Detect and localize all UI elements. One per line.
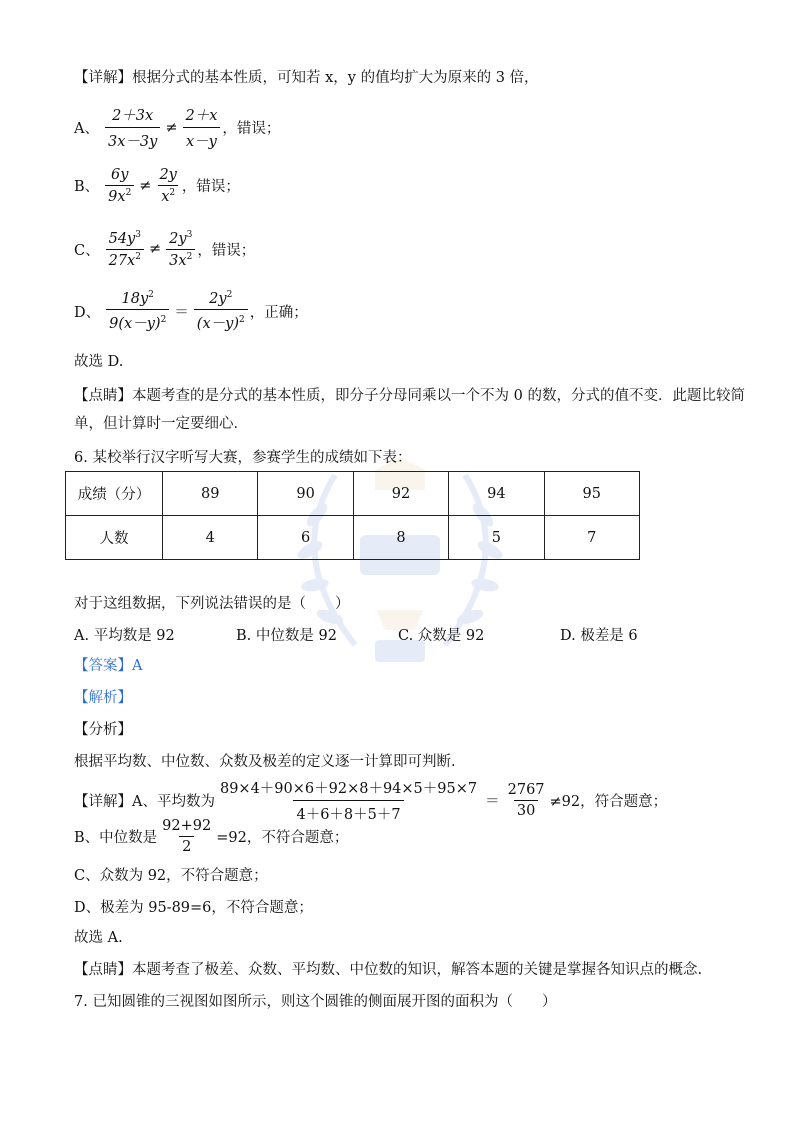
table-cell: 7 <box>544 516 639 560</box>
option-c-label: C、 <box>74 242 100 259</box>
option-d-row <box>74 290 308 333</box>
option-a-label: A、 <box>74 121 99 137</box>
option-a-fraction-right <box>182 104 220 151</box>
exponent: 2 <box>135 251 141 262</box>
numerator-base: 54y <box>108 230 136 247</box>
table-cell: 92 <box>353 472 448 516</box>
point-tag: 【点睛】 <box>74 388 132 404</box>
option-b-label: B、 <box>74 179 100 196</box>
point-line-1 <box>74 386 745 406</box>
numerator-base: 18y <box>121 290 149 307</box>
denominator: 30 <box>514 800 538 819</box>
option-d: D. 极差是 6 <box>560 628 638 644</box>
option-b-row <box>74 167 240 205</box>
choose-line-2: 故选 A. <box>74 930 123 946</box>
option-c: C. 众数是 92 <box>398 628 485 644</box>
table-cell: 90 <box>258 472 353 516</box>
denominator-base: 3x <box>169 252 187 269</box>
option-d-fraction-right <box>194 290 248 333</box>
table-cell: 89 <box>163 472 258 516</box>
exponent: 2 <box>226 290 233 300</box>
denominator <box>194 309 248 333</box>
option-c-row <box>74 230 255 269</box>
numerator: 2767 <box>507 782 545 798</box>
verdict: ，错误； <box>222 121 281 137</box>
detail-c: C、众数为 92，不符合题意； <box>74 868 268 884</box>
denominator: 3x－3y <box>105 127 160 151</box>
analyze-text: 根据平均数、中位数、众数及极差的定义逐一计算即可判断. <box>74 754 456 770</box>
question-6-stem: 6. 某校举行汉字听写大赛，参赛学生的成绩如下表： <box>74 450 412 466</box>
table-cell: 6 <box>258 516 353 560</box>
option-b: B. 中位数是 92 <box>236 628 337 644</box>
table-cell: 8 <box>353 516 448 560</box>
table-cell: 人数 <box>66 516 163 560</box>
exponent: 2 <box>169 188 176 198</box>
denominator-base: 9(x－y) <box>109 315 161 332</box>
relation: ≠ <box>139 177 152 194</box>
numerator: 89×4＋90×6＋92×8＋94×5＋95×7 <box>219 781 478 797</box>
denominator <box>105 185 134 205</box>
detail-line-1 <box>74 68 539 88</box>
table-cell: 成绩（分） <box>66 472 163 516</box>
median-fraction <box>159 818 214 855</box>
exponent: 2 <box>148 290 154 300</box>
exponent: 3 <box>135 230 141 240</box>
option-c-fraction-right <box>166 230 195 269</box>
option-b-fraction-left <box>105 167 134 205</box>
denominator: 4＋6＋8＋5＋7 <box>293 800 403 824</box>
choose-line-1: 故选 D. <box>74 354 124 370</box>
relation: ＝ <box>174 304 189 321</box>
denominator-base: 27x <box>108 252 136 269</box>
point-tag: 【点睛】 <box>74 962 132 978</box>
answer-line: 【答案】A <box>74 658 143 674</box>
numerator: 92+92 <box>162 818 212 834</box>
option-d-fraction-left <box>106 290 169 333</box>
option-c-fraction-left <box>106 230 144 269</box>
denominator <box>106 249 144 269</box>
table-cell: 4 <box>163 516 258 560</box>
denominator-base: 9x <box>108 188 126 205</box>
denominator-base: (x－y) <box>196 315 239 332</box>
exponent: 2 <box>125 188 132 198</box>
option-a-row <box>74 104 280 151</box>
score-table <box>65 471 640 560</box>
detail-a-row <box>74 777 667 824</box>
detail-a-prefix: A、平均数为 <box>132 794 215 810</box>
exponent: 2 <box>186 251 193 262</box>
table-cell: 5 <box>449 516 544 560</box>
point-line-3 <box>74 960 702 980</box>
numerator <box>106 230 144 249</box>
verdict: ，错误； <box>197 242 256 259</box>
table-cell: 95 <box>544 472 639 516</box>
relation: ≠ <box>149 241 162 258</box>
numerator <box>166 230 195 249</box>
numerator <box>206 290 235 309</box>
numerator: 2y <box>159 167 177 183</box>
option-d-label: D、 <box>74 304 101 321</box>
detail-b-row <box>74 818 348 855</box>
question-6-ask: 对于这组数据，下列说法错误的是（ ） <box>74 596 350 612</box>
denominator: x－y <box>183 127 220 151</box>
analysis-heading: 【解析】 <box>74 690 132 706</box>
numerator: 2＋x <box>185 108 218 124</box>
detail-b-prefix: B、中位数是 <box>74 830 158 846</box>
numerator-base: 2y <box>209 290 227 307</box>
equals: ＝ <box>485 794 500 810</box>
detail-b-tail: =92，不符合题意； <box>216 830 349 846</box>
exponent: 3 <box>186 230 193 240</box>
detail-d: D、极差为 95-89=6，不符合题意； <box>74 900 313 916</box>
numerator: 2＋3x <box>112 108 154 124</box>
result-fraction <box>505 782 548 819</box>
detail-a-tail: ≠92，符合题意； <box>549 794 668 810</box>
detail-tag: 【详解】 <box>74 70 132 86</box>
option-a-fraction-left <box>105 104 160 151</box>
denominator <box>106 309 169 333</box>
verdict: ，错误； <box>181 179 240 196</box>
question-7-stem: 7. 已知圆锥的三视图如图所示，则这个圆锥的侧面展开图的面积为（ ） <box>74 994 557 1010</box>
numerator: 6y <box>111 167 129 183</box>
table-cell: 94 <box>449 472 544 516</box>
detail-text: 根据分式的基本性质，可知若 x，y 的值均扩大为原来的 3 倍， <box>132 70 539 86</box>
denominator-base: x <box>161 188 170 205</box>
point-text: 本题考查的是分式的基本性质，即分子分母同乘以一个不为 0 的数，分式的值不变．此题比较简 <box>132 388 745 404</box>
denominator <box>166 249 195 269</box>
relation: ≠ <box>165 119 178 136</box>
option-a: A. 平均数是 92 <box>74 628 175 644</box>
table-row <box>66 472 640 516</box>
exponent: 2 <box>238 315 245 325</box>
point-text: 本题考查了极差、众数、平均数、中位数的知识，解答本题的关键是掌握各知识点的概念. <box>132 962 703 978</box>
mean-fraction <box>217 777 480 824</box>
denominator: 2 <box>179 836 194 855</box>
numerator <box>119 290 157 309</box>
denominator <box>158 185 178 205</box>
point-line-2: 单，但计算时一定要细心． <box>74 416 248 432</box>
numerator-base: 2y <box>169 230 187 247</box>
exponent: 2 <box>160 315 167 325</box>
option-b-fraction-right <box>156 167 179 205</box>
analyze-heading: 【分析】 <box>74 722 132 738</box>
verdict: ，正确； <box>249 304 308 321</box>
table-row <box>66 516 640 560</box>
detail-tag: 【详解】 <box>74 794 132 810</box>
